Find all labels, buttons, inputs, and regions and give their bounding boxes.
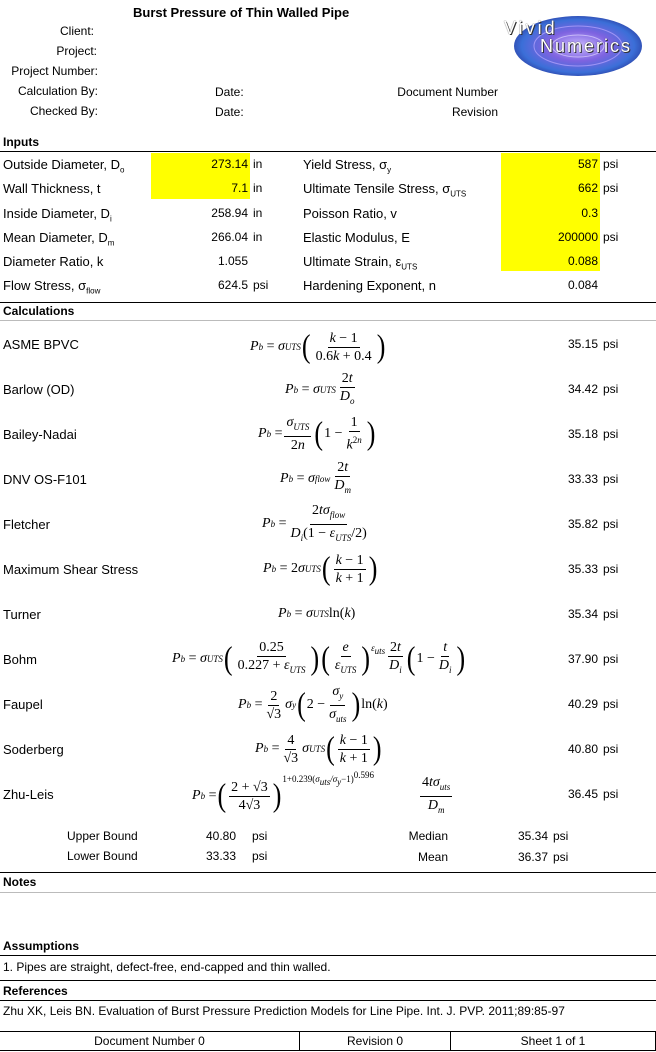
inputs-section-label: Inputs <box>3 135 39 149</box>
median-unit: psi <box>553 829 569 843</box>
calc-result-value: 35.82 <box>567 517 598 531</box>
input-label: Wall Thickness, t <box>3 181 101 196</box>
calc-result-unit: psi <box>603 427 619 441</box>
median-label: Median <box>408 829 448 843</box>
calc-result-unit: psi <box>603 562 619 576</box>
check-date-label: Date: <box>215 105 244 119</box>
calc-method-label: Faupel <box>3 697 43 712</box>
vivid-numerics-logo <box>498 8 656 78</box>
input-value: 624.5 <box>217 278 248 292</box>
formula-fletcher: P b = $\frac{2t\sigma_{flow}}{D_i(1 - \varepsilon_{UTS}/2)}$ <box>262 502 367 543</box>
calc-method-label: Turner <box>3 607 41 622</box>
input-label: Ultimate Tensile Stress, $\sigma_{UTS}$ <box>303 181 467 199</box>
input-unit: in <box>253 157 263 171</box>
input-label: Elastic Modulus, E <box>303 230 410 245</box>
median-value: 35.34 <box>517 829 548 843</box>
logo-text-line2: Numerics <box>540 36 633 56</box>
calc-result-value: 35.15 <box>567 337 598 351</box>
calc-result-unit: psi <box>603 697 619 711</box>
formula-barlow: P b = σ UTS $\frac{2t}{D_o}$ <box>285 371 355 406</box>
input-value: 7.1 <box>231 181 248 195</box>
footer-document-number-text: Document Number 0 <box>94 1034 205 1048</box>
mean-label: Mean <box>417 850 448 864</box>
footer-sheet-text: Sheet 1 of 1 <box>520 1034 586 1048</box>
input-unit: in <box>253 206 263 220</box>
footer-document-number <box>0 1031 300 1051</box>
formula-bohm: P b = σ UTS ( $\frac{0.25}{0.227 + \varepsilon_{UTS}}$ ) ( $\frac{e}{\varepsilon_{UTS}}$ ) $^{\varepsilon_{uts}}$ $\frac{2t}{D_i}$ ( 1 − $\frac{t}{D_i}$ ) <box>172 640 466 677</box>
formula-max-shear: P b = 2 σ UTS ( $\frac{k - 1}{k + 1}$ ) <box>263 550 378 587</box>
input-value: 266.04 <box>211 230 248 244</box>
calc-result-value: 40.29 <box>567 697 598 711</box>
assumptions-text: 1. Pipes are straight, defect-free, end-capped and thin walled. <box>3 960 331 974</box>
project-number-label: Project Number: <box>11 64 98 78</box>
mean-unit: psi <box>553 850 569 864</box>
input-unit: psi <box>603 181 619 195</box>
references-text: Zhu XK, Leis BN. Evaluation of Burst Pressure Prediction Models for Line Pipe. Int. J. PVP. 2011;89:85-97 <box>3 1004 565 1018</box>
calc-method-label: DNV OS-F101 <box>3 472 87 487</box>
footer-revision <box>300 1031 451 1051</box>
formula-faupel: P b = $\frac{2}{√3}$ σ y ( 2 − $\frac{\sigma_y}{\sigma_{uts}}$ ) ln( k ) <box>238 683 388 724</box>
input-unit: in <box>253 181 263 195</box>
calc-result-unit: psi <box>603 337 619 351</box>
calc-result-value: 36.45 <box>567 787 598 801</box>
input-unit: psi <box>603 157 619 171</box>
project-label: Project: <box>56 44 97 58</box>
calc-date-label: Date: <box>215 85 244 99</box>
checked-by-label: Checked By: <box>29 104 98 118</box>
calc-result-value: 37.90 <box>567 652 598 666</box>
mean-value: 36.37 <box>517 850 548 864</box>
lower-bound-label: Lower Bound <box>67 849 138 863</box>
client-label: Client: <box>59 24 94 38</box>
calc-method-label: Zhu-Leis <box>3 787 54 802</box>
input-label: Mean Diameter, $D_m$ <box>3 230 115 248</box>
calc-result-value: 35.18 <box>567 427 598 441</box>
calc-result-value: 34.42 <box>567 382 598 396</box>
calc-result-value: 33.33 <box>567 472 598 486</box>
calc-result-value: 35.33 <box>567 562 598 576</box>
upper-bound-label: Upper Bound <box>67 829 138 843</box>
calc-result-unit: psi <box>603 742 619 756</box>
input-value: 587 <box>577 157 598 171</box>
calc-method-label: Barlow (OD) <box>3 382 75 397</box>
formula-turner: P b = σ UTS ln( k ) <box>278 606 356 621</box>
input-label: Ultimate Strain, $\varepsilon_{UTS}$ <box>303 254 418 272</box>
input-label: Poisson Ratio, v <box>303 206 397 221</box>
calc-method-label: Bohm <box>3 652 37 667</box>
input-label: Hardening Exponent, n <box>303 278 436 293</box>
input-value: 0.088 <box>567 254 598 268</box>
notes-section-label: Notes <box>3 875 37 889</box>
input-label: Yield Stress, $\sigma_y$ <box>303 157 392 175</box>
calculations-section-label: Calculations <box>3 304 75 318</box>
input-value: 0.084 <box>567 278 598 292</box>
input-label: Inside Diameter, $D_i$ <box>3 206 112 224</box>
lower-bound-value: 33.33 <box>205 849 236 863</box>
page-title: Burst Pressure of Thin Walled Pipe <box>133 5 350 20</box>
lower-bound-unit: psi <box>252 849 268 863</box>
input-unit: psi <box>603 230 619 244</box>
input-value: 273.14 <box>211 157 248 171</box>
footer-revision-text: Revision 0 <box>346 1034 404 1048</box>
input-value: 662 <box>577 181 598 195</box>
input-label: Outside Diameter, $D_o$ <box>3 157 125 175</box>
input-value: 200000 <box>557 230 598 244</box>
input-label: Flow Stress, $\sigma_{flow}$ <box>3 278 101 296</box>
formula-bailey-nadai: P b = $\frac{\sigma_{UTS}}{2n}$ ( 1 − $\frac{1}{k^{2n}}$ ) <box>258 415 376 453</box>
calc-method-label: Bailey-Nadai <box>3 427 77 442</box>
calc-method-label: Maximum Shear Stress <box>3 562 139 577</box>
calc-result-value: 35.34 <box>567 607 598 621</box>
calculation-by-label: Calculation By: <box>17 84 98 98</box>
references-section-label: References <box>3 984 68 998</box>
calc-method-label: ASME BPVC <box>3 337 79 352</box>
calc-result-unit: psi <box>603 517 619 531</box>
input-value: 258.94 <box>211 206 248 220</box>
formula-asme-bpvc: P b = σ UTS ( $\frac{k - 1}{0.6k + 0.4}$ ) <box>250 328 386 365</box>
revision-label: Revision <box>451 105 498 119</box>
document-number-label: Document Number <box>397 85 498 99</box>
logo-text-line1: Vivid <box>504 18 558 38</box>
calc-result-unit: psi <box>603 787 619 801</box>
calc-result-value: 40.80 <box>567 742 598 756</box>
input-unit: in <box>253 230 263 244</box>
formula-dnv: P b = σ flow $\frac{2t}{D_m}$ <box>280 460 352 495</box>
input-label: Diameter Ratio, k <box>3 254 104 269</box>
footer-sheet <box>451 1031 656 1051</box>
calc-result-unit: psi <box>603 607 619 621</box>
input-value: 0.3 <box>581 206 598 220</box>
formula-zhu-leis: P b = ( $\frac{2 + √3}{4√3}$ ) $^{1+0.239( \sigma_{uts} /\sigma_y-1)^{0.596}}$ $\frac{4t\sigma_{uts}}{D_m}$ <box>192 769 451 815</box>
input-unit: psi <box>253 278 269 292</box>
upper-bound-value: 40.80 <box>205 829 236 843</box>
calc-result-unit: psi <box>603 652 619 666</box>
calc-method-label: Soderberg <box>3 742 64 757</box>
calc-result-unit: psi <box>603 382 619 396</box>
input-value: 1.055 <box>217 254 248 268</box>
upper-bound-unit: psi <box>252 829 268 843</box>
formula-soderberg: P b = $\frac{4}{√3}$ σ UTS ( $\frac{k - 1}{k + 1}$ ) <box>255 730 382 767</box>
assumptions-section-label: Assumptions <box>3 939 80 953</box>
calc-result-unit: psi <box>603 472 619 486</box>
calc-method-label: Fletcher <box>3 517 50 532</box>
